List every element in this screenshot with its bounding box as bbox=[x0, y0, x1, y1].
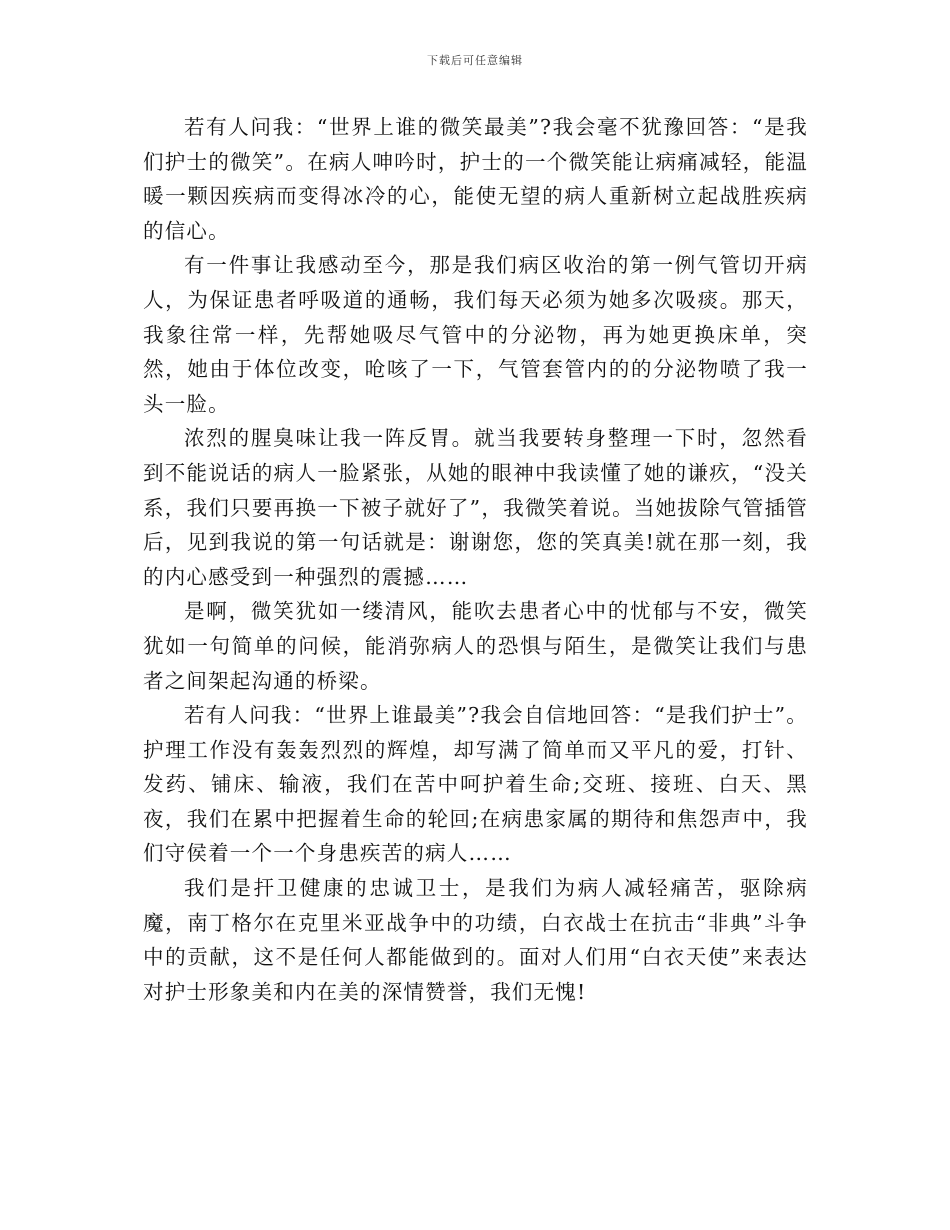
paragraph-1: 若有人问我：“世界上谁的微笑最美”?我会毫不犹豫回答：“是我们护士的微笑”。在病人呻吟时，护士的一个微笑能让病痛减轻，能温暖一颗因疾病而变得冰冷的心，能使无望的病人重新树立起战胜疾病的信心。 bbox=[143, 115, 808, 243]
paragraph-4: 是啊，微笑犹如一缕清风，能吹去患者心中的忧郁与不安，微笑犹如一句简单的问候，能消弥病人的恐惧与陌生，是微笑让我们与患者之间架起沟通的桥梁。 bbox=[143, 599, 808, 693]
paragraph-5: 若有人问我：“世界上谁最美”?我会自信地回答：“是我们护士”。护理工作没有轰轰烈烈的辉煌，却写满了简单而又平凡的爱，打针、发药、铺床、输液，我们在苦中呵护着生命;交班、接班、白天、黑夜，我们在累中把握着生命的轮回;在病患家属的期待和焦怨声中，我们守侯着一个一个身患疾苦的病人…… bbox=[143, 703, 808, 866]
article-body bbox=[143, 110, 808, 1009]
paragraph-2: 有一件事让我感动至今，那是我们病区收治的第一例气管切开病人，为保证患者呼吸道的通畅，我们每天必须为她多次吸痰。那天，我象往常一样，先帮她吸尽气管中的分泌物，再为她更换床单，突然，她由于体位改变，呛咳了一下，气管套管内的的分泌物喷了我一头一脸。 bbox=[143, 253, 808, 416]
paragraph-3: 浓烈的腥臭味让我一阵反胃。就当我要转身整理一下时，忽然看到不能说话的病人一脸紧张，从她的眼神中我读懂了她的谦疚，“没关系，我们只要再换一下被子就好了”，我微笑着说。当她拔除气管插管后，见到我说的第一句话就是：谢谢您，您的笑真美!就在那一刻，我的内心感受到一种强烈的震撼…… bbox=[143, 426, 808, 589]
paragraph-6: 我们是扞卫健康的忠诚卫士，是我们为病人减轻痛苦，驱除病魔，南丁格尔在克里米亚战争中的功绩，白衣战士在抗击“非典”斗争中的贡献，这不是任何人都能做到的。面对人们用“白衣天使”来表达对护士形象美和内在美的深情赞誉，我们无愧! bbox=[143, 876, 808, 1004]
page-header-label: 下载后可任意编辑 bbox=[427, 54, 523, 67]
